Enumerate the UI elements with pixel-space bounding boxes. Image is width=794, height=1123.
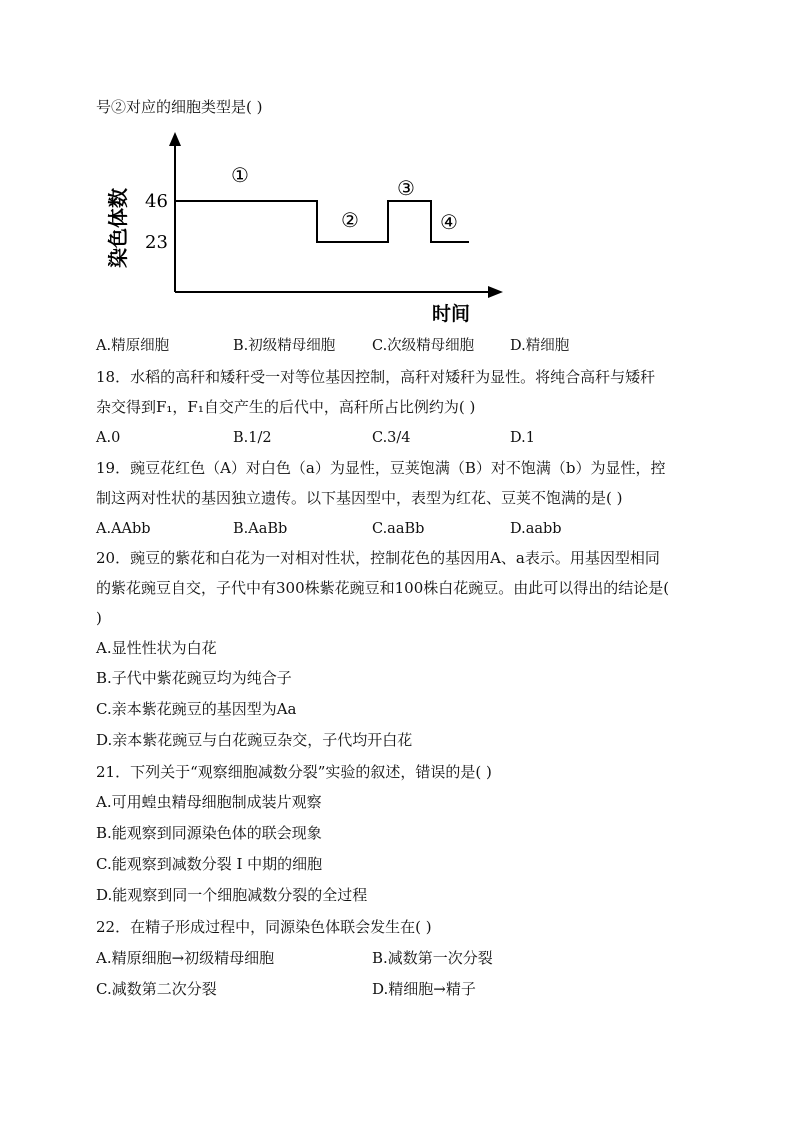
q18-option-c: C.3/4 (372, 430, 411, 446)
q19-stem-line-2: 制这两对性状的基因独立遗传。以下基因型中，表型为红花、豆荚不饱满的是( ) (96, 489, 623, 507)
y-tick-23: 23 (145, 232, 168, 253)
x-axis-arrow-icon (488, 286, 503, 298)
q19-option-b: B.AaBb (233, 521, 288, 537)
x-axis-label: 时间 (432, 303, 471, 325)
q20-option-c: C.亲本紫花豌豆的基因型为Aa (96, 700, 297, 718)
y-axis-arrow-icon (169, 132, 181, 146)
q22-option-a: A.精原细胞→初级精母细胞 (96, 949, 275, 967)
q21-option-b: B.能观察到同源染色体的联会现象 (96, 824, 322, 842)
q19-option-d: D.aabb (510, 521, 562, 537)
q18-option-a: A.0 (96, 430, 121, 446)
q17-option-d: D.精细胞 (510, 338, 570, 354)
q22-option-c: C.减数第二次分裂 (96, 980, 217, 998)
q18-stem-line-2: 杂交得到F₁，F₁自交产生的后代中，高秆所占比例约为( ) (96, 398, 476, 416)
y-tick-46: 46 (145, 191, 168, 212)
question-17-stem-tail: 号②对应的细胞类型是( ) (96, 98, 263, 116)
q18-option-d: D.1 (510, 430, 535, 446)
q20-option-a: A.显性性状为白花 (96, 639, 217, 657)
q19-option-a: A.AAbb (96, 521, 151, 537)
q18-stem-line-1: 18．水稻的高秆和矮秆受一对等位基因控制，高秆对矮秆为显性。将纯合高秆与矮秆 (96, 368, 656, 386)
q22-stem: 22．在精子形成过程中，同源染色体联会发生在( ) (96, 918, 432, 936)
q20-stem-line-1: 20．豌豆的紫花和白花为一对相对性状，控制花色的基因用A、a表示。用基因型相同 (96, 549, 660, 567)
q18-option-b: B.1/2 (233, 430, 272, 446)
stage-4-label: ④ (440, 210, 458, 234)
q20-stem-line-2: 的紫花豌豆自交，子代中有300株紫花豌豆和100株白花豌豆。由此可以得出的结论是( (96, 579, 670, 597)
q22-option-b: B.减数第一次分裂 (372, 949, 493, 967)
q21-stem: 21．下列关于“观察细胞减数分裂”实验的叙述，错误的是( ) (96, 763, 492, 781)
q20-stem-line-3: ) (96, 609, 102, 627)
q20-option-d: D.亲本紫花豌豆与白花豌豆杂交，子代均开白花 (96, 731, 413, 749)
q19-stem-line-1: 19．豌豆花红色（A）对白色（a）为显性，豆荚饱满（B）对不饱满（b）为显性，控 (96, 459, 666, 477)
q19-option-c: C.aaBb (372, 521, 425, 537)
stage-2-label: ② (341, 208, 359, 232)
stage-1-label: ① (231, 163, 249, 187)
q17-option-c: C.次级精母细胞 (372, 338, 475, 354)
stage-3-label: ③ (397, 176, 415, 200)
y-axis-label: 染色体数 (106, 188, 130, 268)
q21-option-c: C.能观察到减数分裂 I 中期的细胞 (96, 855, 323, 873)
q21-option-d: D.能观察到同一个细胞减数分裂的全过程 (96, 886, 368, 904)
chromosome-count-line (175, 201, 469, 242)
q17-option-b: B.初级精母细胞 (233, 338, 336, 354)
q20-option-b: B.子代中紫花豌豆均为纯合子 (96, 669, 292, 687)
chromosome-count-chart (95, 130, 515, 330)
q22-option-d: D.精细胞→精子 (372, 980, 476, 998)
q17-option-a: A.精原细胞 (96, 338, 170, 354)
q21-option-a: A.可用蝗虫精母细胞制成装片观察 (96, 793, 322, 811)
